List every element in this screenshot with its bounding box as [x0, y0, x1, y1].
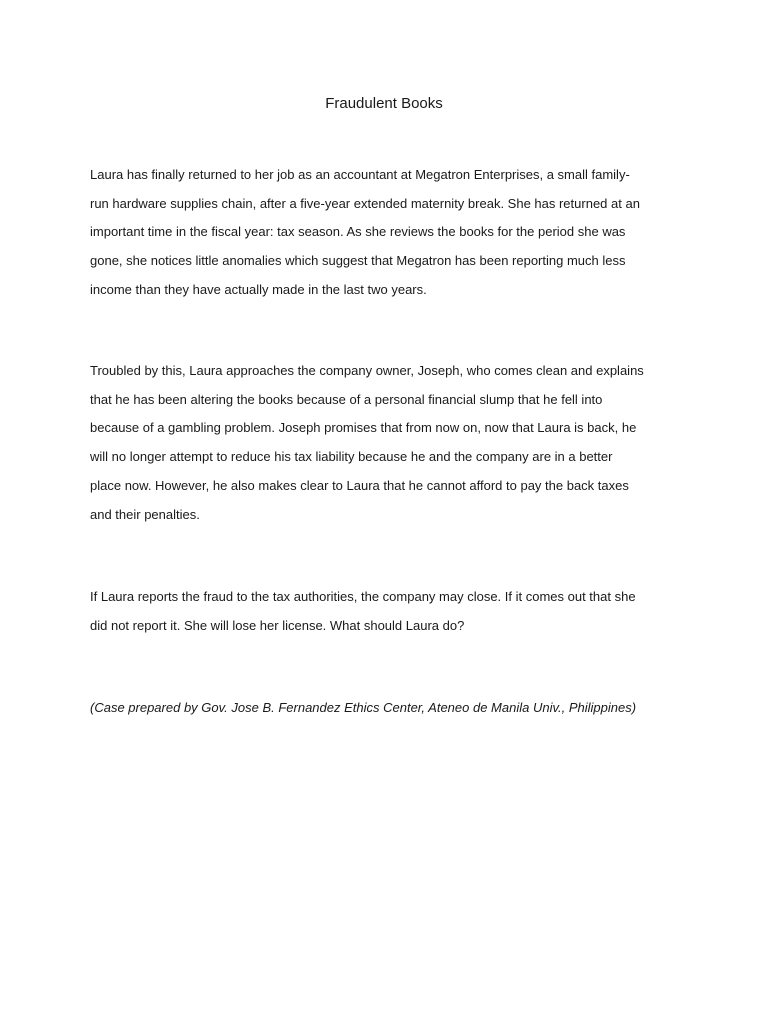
document-title: Fraudulent Books: [325, 95, 443, 112]
case-credit: (Case prepared by Gov. Jose B. Fernandez Ethics Center, Ateneo de Manila Univ., Philippines): [90, 700, 637, 715]
paragraph-3: If Laura reports the fraud to the tax authorities, the company may close. If it comes out that she did not report it. She will lose her license. What should Laura do?: [90, 589, 636, 633]
paragraph-2: Troubled by this, Laura approaches the company owner, Joseph, who comes clean and explains that he has been altering the books because of a personal financial slump that he fell into because of a gambling problem. Joseph promises that from now on, now that Laura is back, he will no longer attempt to reduce his tax liability because he and the company are in a better place now. However, he also makes clear to Laura that he cannot afford to pay the back taxes and their penalties.: [90, 363, 644, 522]
paragraph-1: Laura has finally returned to her job as an accountant at Megatron Enterprises, a small family- run hardware supplies chain, after a five-year extended maternity break. She has returned at an important time in the fiscal year: tax season. As she reviews the books for the period she was gone, she notices little anomalies which suggest that Megatron has been reporting much less income than they have actually made in the last two years.: [90, 167, 640, 297]
